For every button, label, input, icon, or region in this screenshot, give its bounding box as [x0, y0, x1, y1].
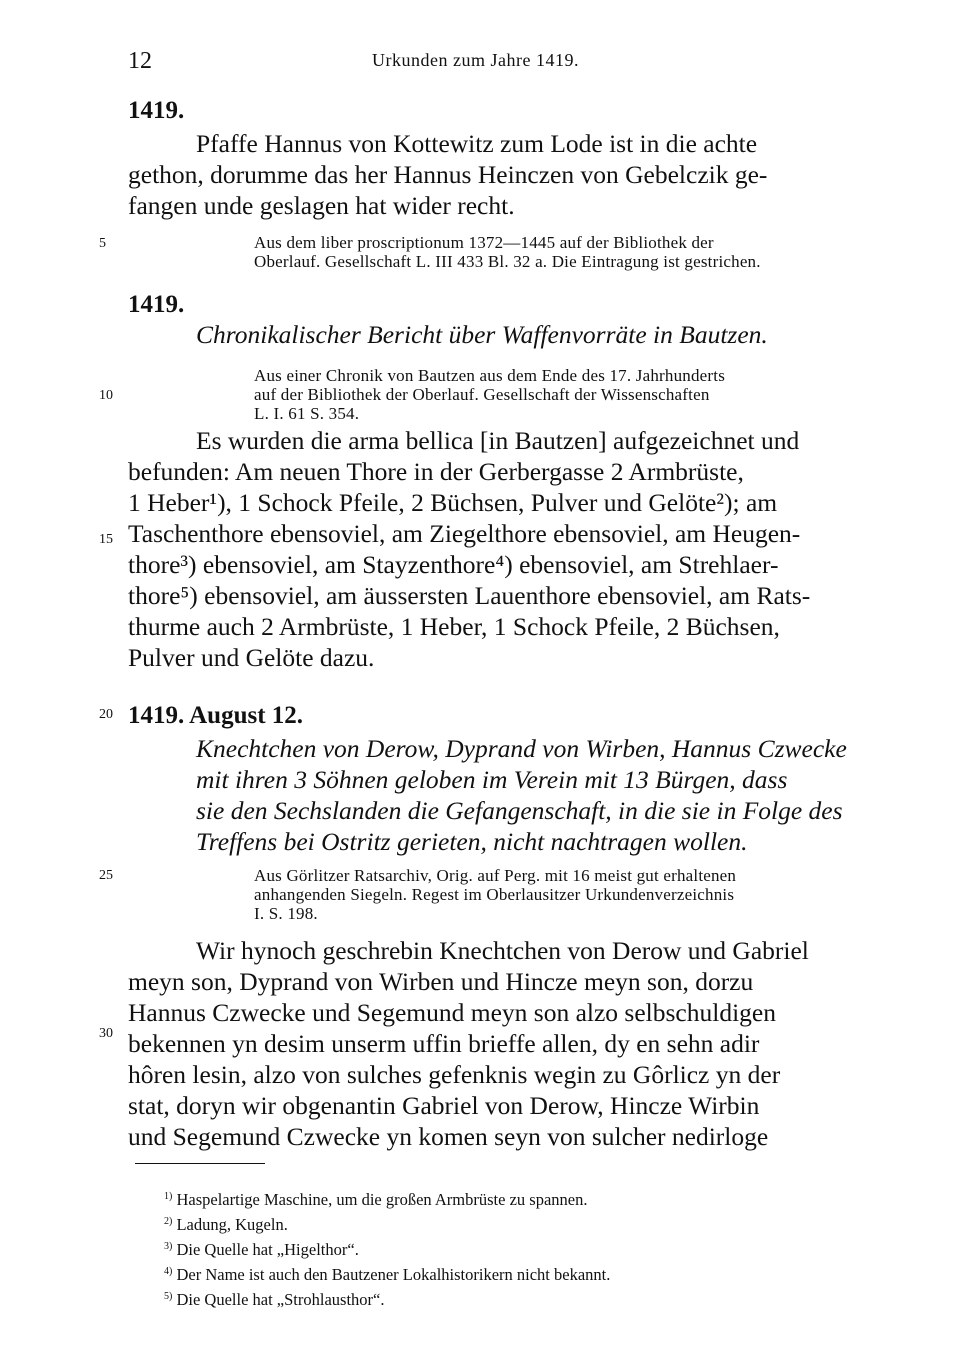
entry-text — [128, 425, 810, 673]
footnote-text: Ladung, Kugeln. — [176, 1215, 288, 1234]
footnote-mark: 4) — [164, 1266, 173, 1277]
footnote — [164, 1236, 610, 1261]
entry-year: 1419. August 12. — [128, 702, 304, 729]
text-line: Wir hynoch geschrebin Knechtchen von Derow und Gabriel — [196, 936, 809, 965]
text-line: und Segemund Czwecke yn komen seyn von sulcher nedirloge — [128, 1122, 769, 1151]
text-line: Hannus Czwecke und Segemund meyn son alzo selbschuldigen — [128, 998, 776, 1027]
line-number: 5 — [99, 236, 106, 251]
source-line: Aus dem liber proscriptionum 1372—1445 auf der Bibliothek der — [254, 233, 714, 252]
title-line: Treffens bei Ostritz gerieten, nicht nachtragen wollen. — [196, 827, 748, 856]
title-line: mit ihren 3 Söhnen geloben im Verein mit 13 Bürgen, dass — [196, 765, 788, 794]
source-line: anhangenden Siegeln. Regest im Oberlausitzer Urkundenverzeichnis — [254, 885, 735, 904]
footnote — [164, 1186, 610, 1211]
source-note — [254, 233, 761, 271]
footnote-mark: 3) — [164, 1241, 173, 1252]
footnotes — [164, 1186, 610, 1311]
text-line: thore⁵) ebensoviel, am äussersten Lauenthore ebensoviel, am Rats- — [128, 581, 811, 610]
text-line: stat, doryn wir obgenantin Gabriel von Derow, Hincze Wirbin — [128, 1091, 760, 1120]
footnote-text: Die Quelle hat „Strohlausthor“. — [176, 1290, 385, 1309]
footnote-mark: 5) — [164, 1291, 173, 1302]
source-line: Aus einer Chronik von Bautzen aus dem Ende des 17. Jahrhunderts — [254, 366, 726, 385]
text-line: thore³) ebensoviel, am Stayzenthore⁴) ebensoviel, am Strehlaer- — [128, 550, 779, 579]
text-line: Es wurden die arma bellica [in Bautzen] aufgezeichnet und — [196, 426, 800, 455]
text-line: fangen unde geslagen hat wider recht. — [128, 191, 515, 220]
page-number: 12 — [128, 48, 152, 74]
source-line: I. S. 198. — [254, 904, 318, 923]
line-number: 20 — [99, 707, 113, 722]
title-line: Knechtchen von Derow, Dyprand von Wirben, Hannus Czwecke — [196, 734, 847, 763]
line-number: 25 — [99, 868, 113, 883]
entry-year: 1419. — [128, 291, 185, 318]
text-line: Pulver und Gelöte dazu. — [128, 643, 375, 672]
text-line: gethon, dorumme das her Hannus Heinczen von Gebelczik ge- — [128, 160, 768, 189]
entry-title — [196, 733, 847, 857]
text-line: bekennen yn desim unserm uffin brieffe allen, dy en sehn adir — [128, 1029, 760, 1058]
title-line: sie den Sechslanden die Gefangenschaft, in die sie in Folge des — [196, 796, 843, 825]
footnote — [164, 1261, 610, 1286]
source-note — [254, 366, 725, 423]
footnote-text: Der Name ist auch den Bautzener Lokalhistorikern nicht bekannt. — [176, 1265, 611, 1284]
running-head: Urkunden zum Jahre 1419. — [372, 50, 579, 70]
source-line: L. I. 61 S. 354. — [254, 404, 360, 423]
source-line: Oberlauf. Gesellschaft L. III 433 Bl. 32 a. Die Eintragung ist gestrichen. — [254, 252, 761, 271]
footnote — [164, 1211, 610, 1236]
text-line: befunden: Am neuen Thore in der Gerbergasse 2 Armbrüste, — [128, 457, 744, 486]
footnote-mark: 1) — [164, 1191, 173, 1202]
footnote-text: Haspelartige Maschine, um die großen Armbrüste zu spannen. — [176, 1190, 588, 1209]
line-number: 10 — [99, 388, 113, 403]
line-number: 15 — [99, 532, 113, 547]
entry-text — [128, 128, 863, 221]
footnote-text: Die Quelle hat „Higelthor“. — [176, 1240, 359, 1259]
entry-text — [128, 935, 809, 1152]
footnote — [164, 1286, 610, 1311]
text-line: meyn son, Dyprand von Wirben und Hincze meyn son, dorzu — [128, 967, 754, 996]
source-line: auf der Bibliothek der Oberlauf. Gesellschaft der Wissenschaften — [254, 385, 710, 404]
text-line: thurme auch 2 Armbrüste, 1 Heber, 1 Schock Pfeile, 2 Büchsen, — [128, 612, 780, 641]
text-line: Pfaffe Hannus von Kottewitz zum Lode ist in die achte — [196, 129, 758, 158]
footnote-mark: 2) — [164, 1216, 173, 1227]
text-line: 1 Heber¹), 1 Schock Pfeile, 2 Büchsen, Pulver und Gelöte²); am — [128, 488, 778, 517]
footnote-rule — [135, 1163, 265, 1164]
text-line: Taschenthore ebensoviel, am Ziegelthore ebensoviel, am Heugen- — [128, 519, 801, 548]
entry-title: Chronikalischer Bericht über Waffenvorräte in Bautzen. — [196, 320, 768, 349]
line-number: 30 — [99, 1026, 113, 1041]
source-line: Aus Görlitzer Ratsarchiv, Orig. auf Perg. mit 16 meist gut erhaltenen — [254, 866, 737, 885]
entry-year: 1419. — [128, 97, 185, 124]
text-line: hôren lesin, alzo von sulches gefenknis wegin zu Gôrlicz yn der — [128, 1060, 781, 1089]
source-note — [254, 866, 736, 923]
